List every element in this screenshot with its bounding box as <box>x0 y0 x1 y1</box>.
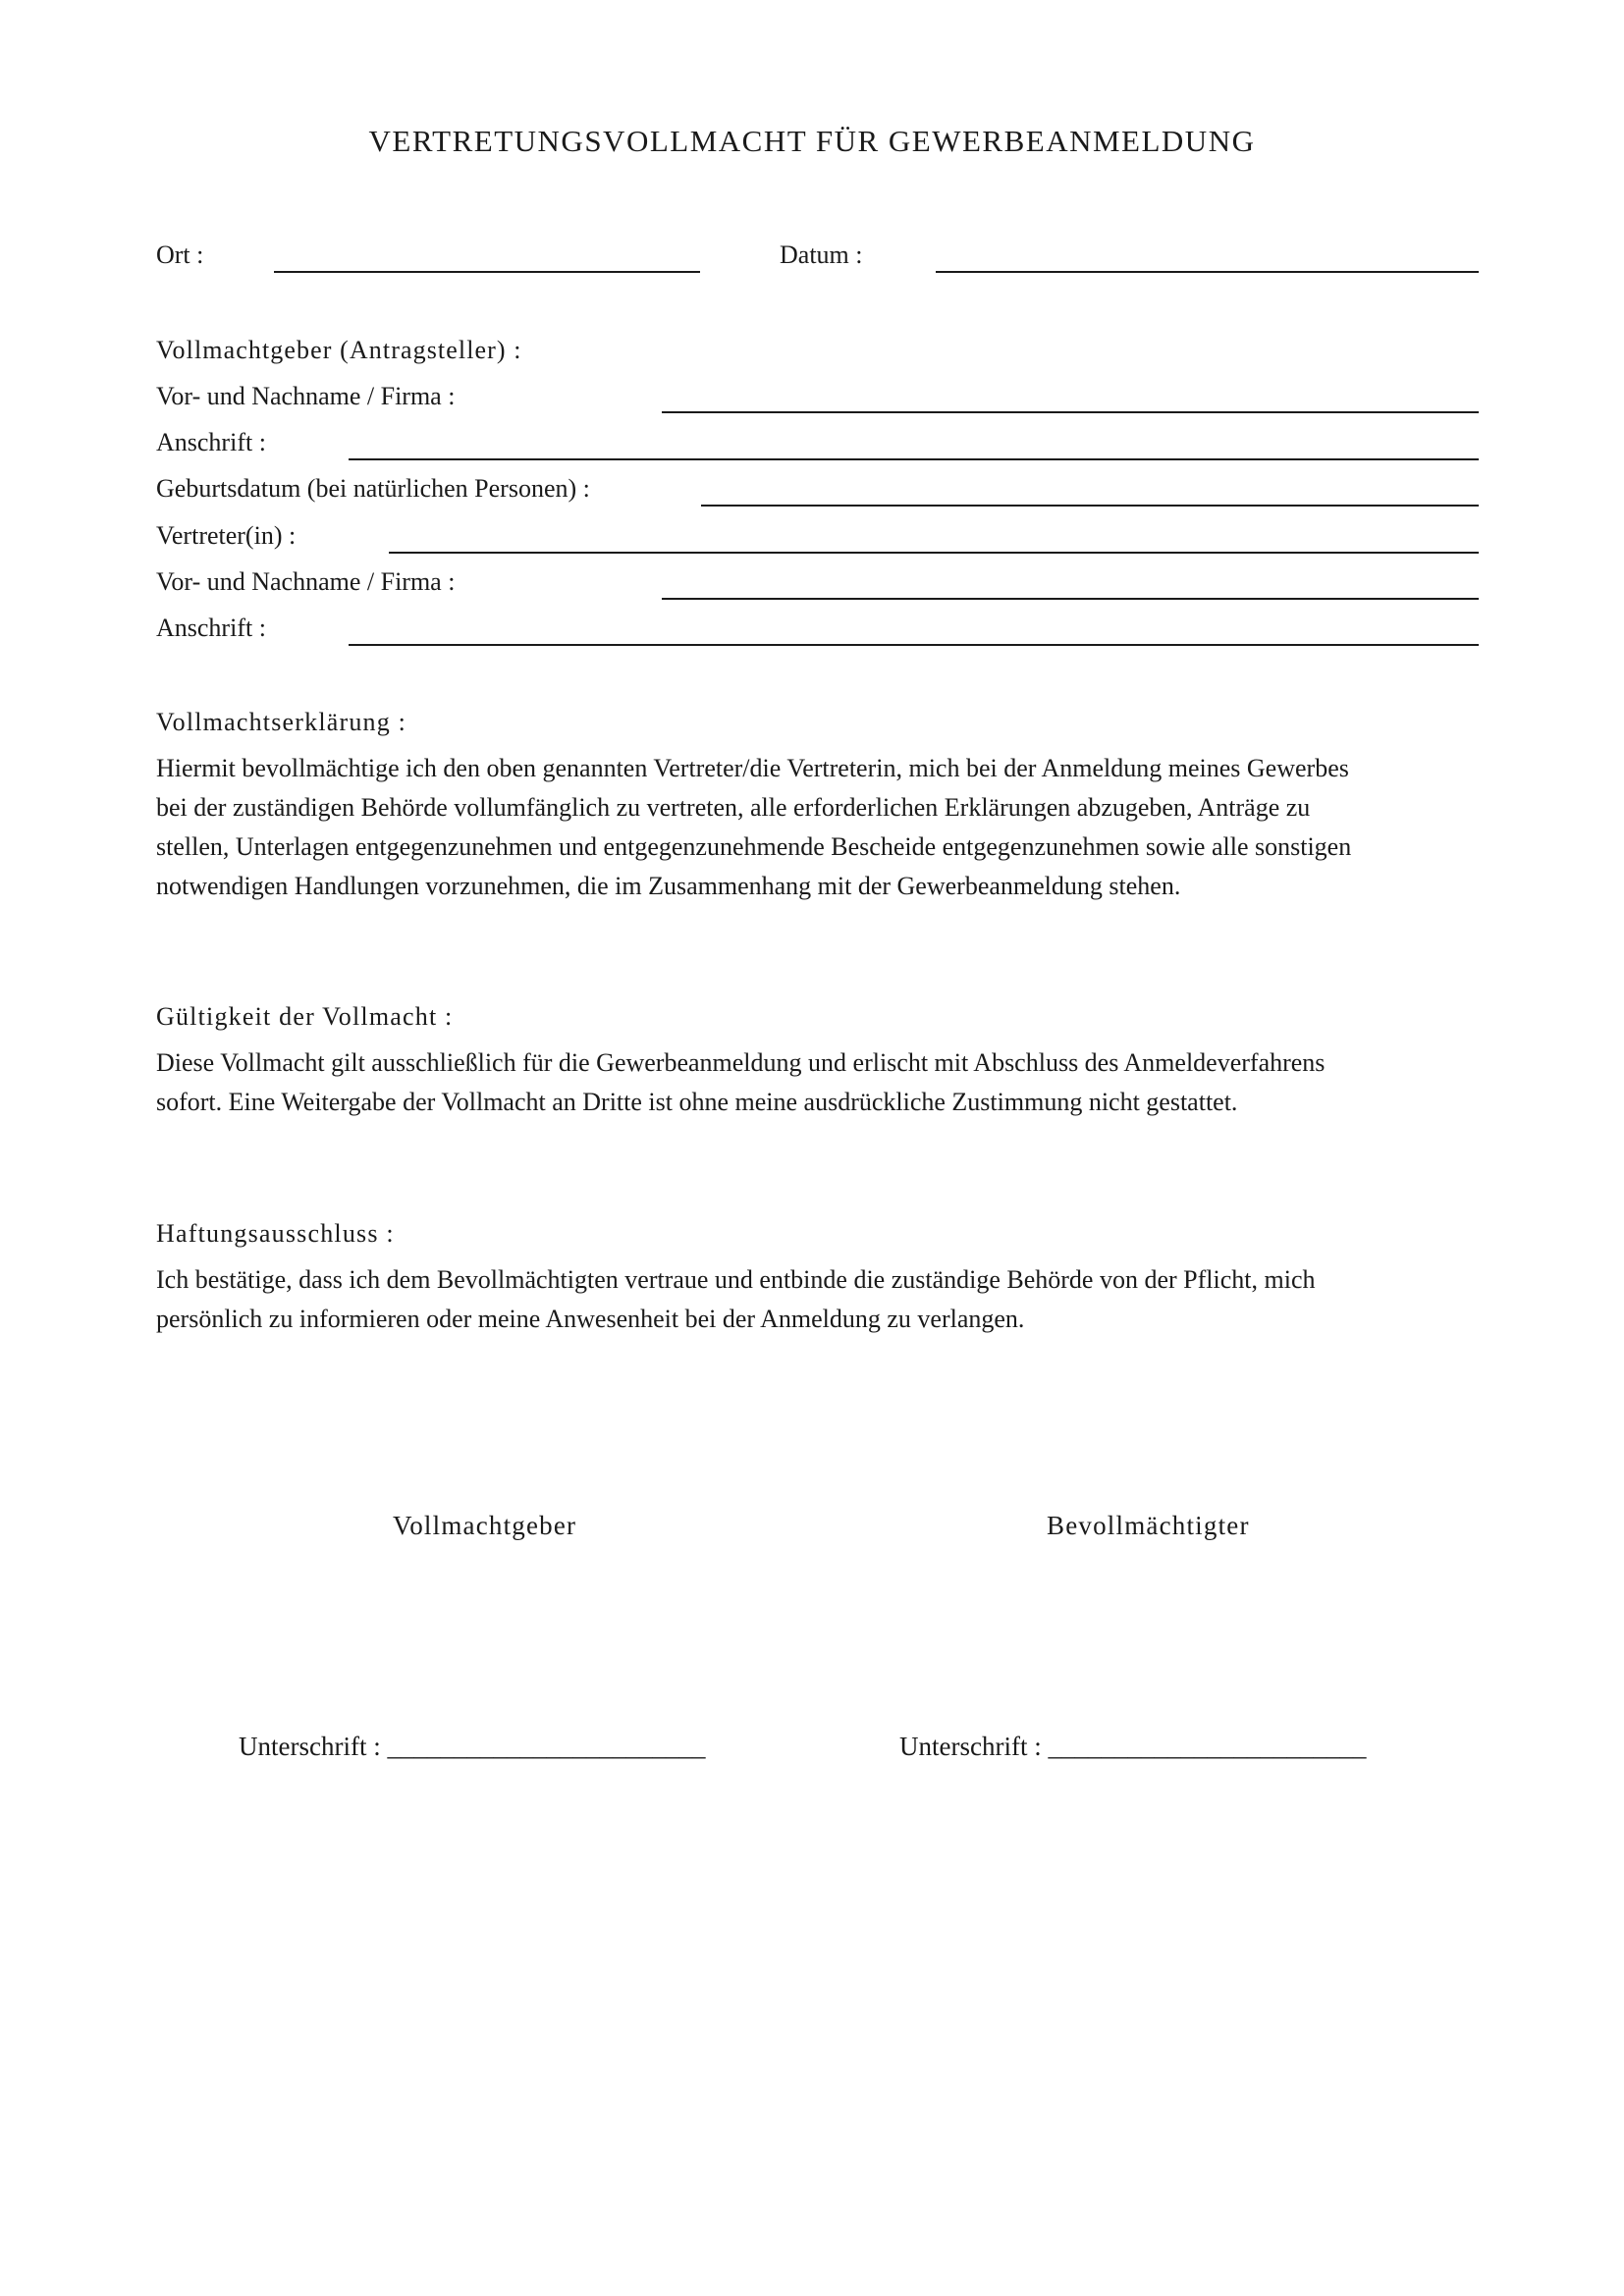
geburtsdatum-field-line[interactable] <box>701 505 1479 507</box>
name-firma-1-field-line[interactable] <box>662 411 1479 413</box>
datum-label: Datum : <box>780 240 863 269</box>
paragraph-line: notwendigen Handlungen vorzunehmen, die im Zusammenhang mit der Gewerbeanmeldung stehen. <box>156 872 1181 900</box>
ort-field-line[interactable] <box>274 271 700 273</box>
name-firma-2-label: Vor- und Nachname / Firma : <box>156 567 456 596</box>
bevollmaechtigter-signature-field[interactable]: Unterschrift : ________________________ <box>899 1732 1367 1761</box>
name-firma-1-label: Vor- und Nachname / Firma : <box>156 382 456 410</box>
bevollmaechtigter-signature-heading: Bevollmächtigter <box>1047 1511 1250 1540</box>
datum-field-line[interactable] <box>936 271 1479 273</box>
vollmachtgeber-heading: Vollmachtgeber (Antragsteller) : <box>156 336 522 364</box>
vertreter-field-line[interactable] <box>389 552 1479 554</box>
name-firma-2-field-line[interactable] <box>662 598 1479 600</box>
paragraph-line: persönlich zu informieren oder meine Anwesenheit bei der Anmeldung zu verlangen. <box>156 1305 1025 1333</box>
anschrift-1-field-line[interactable] <box>349 458 1479 460</box>
gueltigkeit-text <box>156 1043 1325 1122</box>
haftungsausschluss-text <box>156 1260 1316 1339</box>
anschrift-2-field-line[interactable] <box>349 644 1479 646</box>
paragraph-line: stellen, Unterlagen entgegenzunehmen und entgegenzunehmende Bescheide entgegenzunehmen sowie alle sonstigen <box>156 832 1352 861</box>
paragraph-line: Diese Vollmacht gilt ausschließlich für die Gewerbeanmeldung und erlischt mit Abschluss des Anmeldeverfahrens <box>156 1048 1326 1077</box>
vertreter-label: Vertreter(in) : <box>156 521 297 550</box>
vollmachtgeber-signature-heading: Vollmachtgeber <box>393 1511 577 1540</box>
paragraph-line: Hiermit bevollmächtige ich den oben genannten Vertreter/die Vertreterin, mich bei der Anmeldung meines Gewerbes <box>156 754 1349 782</box>
geburtsdatum-label: Geburtsdatum (bei natürlichen Personen) : <box>156 474 590 503</box>
paragraph-line: sofort. Eine Weitergabe der Vollmacht an Dritte ist ohne meine ausdrückliche Zustimmung nicht gestattet. <box>156 1088 1238 1116</box>
anschrift-1-label: Anschrift : <box>156 428 266 456</box>
gueltigkeit-heading: Gültigkeit der Vollmacht : <box>156 1002 454 1031</box>
paragraph-line: Ich bestätige, dass ich dem Bevollmächtigten vertraue und entbinde die zuständige Behörde von der Pflicht, mich <box>156 1265 1316 1294</box>
document-title: VERTRETUNGSVOLLMACHT FÜR GEWERBEANMELDUNG <box>368 124 1256 158</box>
vollmachtserklaerung-heading: Vollmachtserklärung : <box>156 708 407 736</box>
ort-label: Ort : <box>156 240 204 269</box>
haftungsausschluss-heading: Haftungsausschluss : <box>156 1219 395 1248</box>
vollmachtgeber-signature-field[interactable]: Unterschrift : ________________________ <box>239 1732 706 1761</box>
vollmachtserklaerung-text <box>156 749 1351 906</box>
anschrift-2-label: Anschrift : <box>156 614 266 642</box>
paragraph-line: bei der zuständigen Behörde vollumfänglich zu vertreten, alle erforderlichen Erklärungen abzugeben, Anträge zu <box>156 793 1311 822</box>
